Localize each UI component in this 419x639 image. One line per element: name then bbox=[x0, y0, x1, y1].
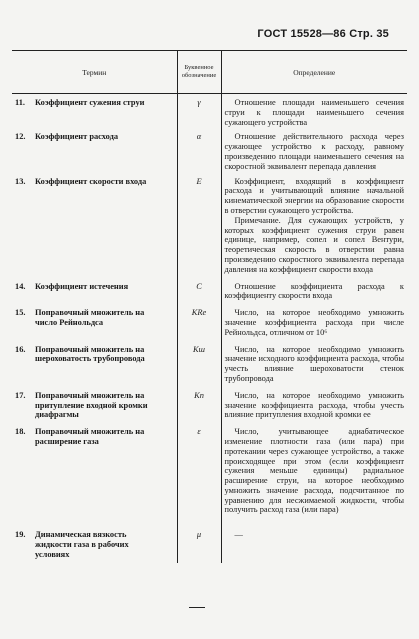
symbol-cell: KRe bbox=[177, 304, 221, 340]
table-row bbox=[12, 518, 407, 562]
definition-cell bbox=[221, 518, 407, 562]
table-row bbox=[12, 423, 407, 518]
symbol-cell: E bbox=[177, 175, 221, 278]
definition-cell bbox=[221, 175, 407, 278]
page-header: ГОСТ 15528—86 Стр. 35 bbox=[257, 28, 389, 40]
definition-text: Отношение площади наименьшего сечения струи к площади наименьшего сечения сужающего устройства bbox=[224, 98, 404, 127]
column-header-term: Термин bbox=[12, 51, 177, 94]
table-row bbox=[12, 175, 407, 278]
definition-note: Примечание. Для сужающих устройств, у которых коэффициент сужения струи равен единице, например, сопел и сопел Вентури, теоретическая скорость в отверстии равна произведению скоростного эквивалента перепада давления на коэффициент скорости входа bbox=[224, 215, 404, 274]
definition-cell bbox=[221, 423, 407, 518]
symbol-cell: ε bbox=[177, 423, 221, 518]
definition-cell bbox=[221, 130, 407, 174]
term-name: Поправочный множитель на расширение газа bbox=[35, 427, 145, 446]
table-row bbox=[12, 94, 407, 131]
definition-text: Число, на которое необходимо умножить значение исходного коэффициента расхода, чтобы учесть влияние шероховатости стенок трубопровода bbox=[224, 344, 404, 383]
column-header-symbol: Буквенное обозначение bbox=[177, 51, 221, 94]
term-cell bbox=[12, 278, 177, 305]
term-cell bbox=[12, 518, 177, 562]
term-name: Коэффициент истечения bbox=[35, 281, 129, 291]
symbol-cell: C bbox=[177, 278, 221, 305]
term-number: 12. bbox=[15, 132, 26, 142]
term-cell bbox=[12, 94, 177, 131]
definition-text: Число, учитывающее адиабатическое изменение плотности газа (или пара) при протекании через сужающее устройство, а также происходящее при этом (если коэффициент сужения меньше единицы) радиальное расширение струи, на которое необходимо умножить значение расхода, подсчитанное по уравнению для несжимаемой жидкости, чтобы получить расход газа (или пара) bbox=[224, 427, 404, 515]
symbol-cell: μ bbox=[177, 518, 221, 562]
term-name: Коэффициент сужения струи bbox=[35, 98, 145, 107]
footer-rule bbox=[189, 607, 205, 608]
definition-text: — bbox=[234, 530, 243, 540]
symbol-cell: α bbox=[177, 130, 221, 174]
table-row bbox=[12, 304, 407, 340]
definition-text: Число, на которое необходимо умножить значение коэффициента расхода при числе Рейнольдса, отличном от 10⁶ bbox=[224, 308, 404, 337]
term-name: Поправочный множитель на притупление входной кромки диафрагмы bbox=[35, 390, 148, 420]
definition-cell bbox=[221, 94, 407, 131]
column-header-definition: Определение bbox=[221, 51, 407, 94]
term-name: Поправочный множитель на шероховатость трубопровода bbox=[35, 344, 145, 364]
definition-cell bbox=[221, 304, 407, 340]
term-cell bbox=[12, 175, 177, 278]
definition-text: Число, на которое необходимо умножить значение коэффициента расхода, чтобы учесть влияние притупления входной кромки ее bbox=[224, 390, 404, 420]
table-row bbox=[12, 278, 407, 305]
definition-cell bbox=[221, 341, 407, 387]
definition-cell bbox=[221, 278, 407, 305]
definition-text: Отношение действительного расхода через сужающее устройство к расходу, равному произведению площади наименьшего сечения на скоростной эквивалент перепада давления bbox=[224, 132, 404, 171]
symbol-cell: Kп bbox=[177, 387, 221, 423]
term-number: 17. bbox=[15, 390, 26, 400]
term-name: Коэффициент расхода bbox=[35, 132, 119, 142]
term-number: 13. bbox=[15, 176, 26, 186]
symbol-cell: Kш bbox=[177, 341, 221, 387]
table-row bbox=[12, 130, 407, 174]
term-number: 16. bbox=[15, 344, 26, 354]
term-name: Динамическая вязкость жидкости газа в рабочих условиях bbox=[35, 530, 129, 559]
definition-text: Отношение коэффициента расхода к коэффициенту скорости входа bbox=[224, 281, 404, 301]
definition-cell bbox=[221, 387, 407, 423]
table-row bbox=[12, 387, 407, 423]
table-row bbox=[12, 341, 407, 387]
symbol-cell: γ bbox=[177, 94, 221, 131]
table-header-row bbox=[12, 51, 407, 94]
term-name: Коэффициент скорости входа bbox=[35, 176, 147, 186]
term-number: 15. bbox=[15, 308, 26, 318]
term-number: 14. bbox=[15, 281, 26, 291]
term-number: 18. bbox=[15, 427, 26, 437]
definition-text: Коэффициент, входящий в коэффициент расхода и учитывающий влияние начальной кинематической энергии на образование скорости в отверстии сужающего устройства. bbox=[224, 176, 404, 215]
term-number: 19. bbox=[15, 530, 26, 540]
term-cell bbox=[12, 130, 177, 174]
term-number: 11. bbox=[15, 98, 26, 107]
term-cell bbox=[12, 304, 177, 340]
term-cell bbox=[12, 423, 177, 518]
term-cell bbox=[12, 387, 177, 423]
terms-table bbox=[12, 50, 407, 563]
term-cell bbox=[12, 341, 177, 387]
term-name: Поправочный множитель на число Рейнольдса bbox=[35, 308, 145, 327]
